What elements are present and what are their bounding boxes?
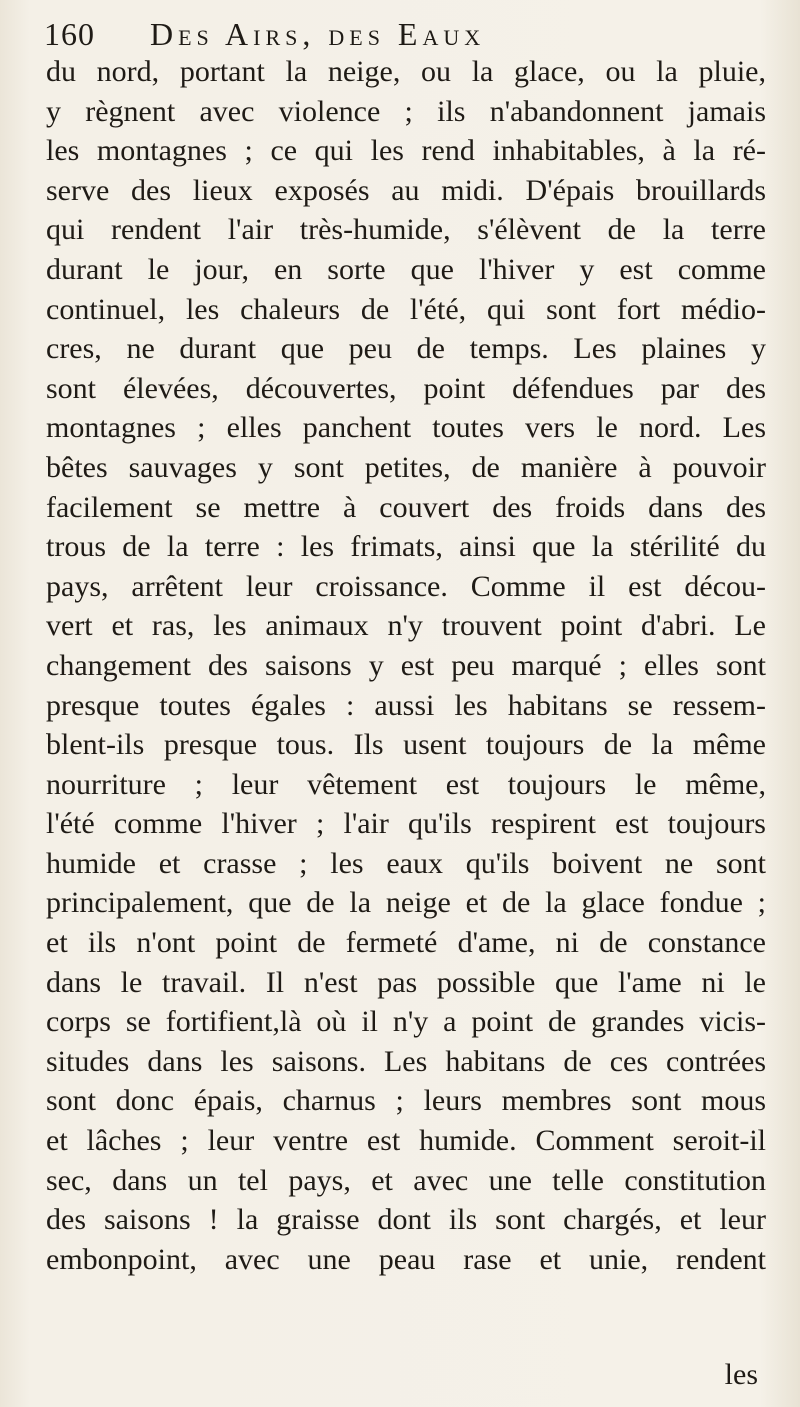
page-header [40,12,760,56]
text-line: du nord, portant la neige, ou la glace, ou la pluie, [46,55,766,88]
text-line: dans le travail. Il n'est pas possible que l'ame ni le [46,965,766,999]
text-line: presque toutes égales : aussi les habitans se ressem- [46,688,766,722]
text-line: y règnent avec violence ; ils n'abandonnent jamais [46,94,766,128]
text-line: les montagnes ; ce qui les rend inhabitables, à la ré- [46,134,766,168]
text-line: cres, ne durant que peu de temps. Les plaines y [46,332,766,366]
text-line: situdes dans les saisons. Les habitans de ces contrées [46,1044,766,1078]
text-line: principalement, que de la neige et de la glace fondue ; [46,886,766,920]
text-line: embonpoint, avec une peau rase et unie, rendent [46,1242,766,1276]
running-title: Des Airs, des Eaux [150,16,486,52]
text-line: facilement se mettre à couvert des froids dans des [46,490,766,524]
text-line: serve des lieux exposés au midi. D'épais brouillards [46,173,766,207]
text-line: continuel, les chaleurs de l'été, qui sont fort médio- [46,292,766,326]
text-line: sec, dans un tel pays, et avec une telle constitution [46,1163,766,1197]
text-line: humide et crasse ; les eaux qu'ils boivent ne sont [46,846,766,880]
text-line: et ils n'ont point de fermeté d'ame, ni de constance [46,926,766,960]
text-line: corps se fortifient,là où il n'y a point de grandes vicis- [46,1005,766,1039]
text-line: et lâches ; leur ventre est humide. Comment seroit-il [46,1124,766,1158]
text-line: sont donc épais, charnus ; leurs membres sont mous [46,1084,766,1118]
text-line: vert et ras, les animaux n'y trouvent point d'abri. Le [46,609,766,643]
text-line: durant le jour, en sorte que l'hiver y est comme [46,252,766,286]
text-line: nourriture ; leur vêtement est toujours le même, [46,767,766,801]
text-line: pays, arrêtent leur croissance. Comme il est décou- [46,569,766,603]
text-line: trous de la terre : les frimats, ainsi que la stérilité du [46,530,766,564]
body-text [46,52,766,1279]
text-line: qui rendent l'air très-humide, s'élèvent de la terre [46,213,766,247]
catchword: les [724,1358,758,1391]
text-line: des saisons ! la graisse dont ils sont chargés, et leur [46,1203,766,1237]
text-line: montagnes ; elles panchent toutes vers le nord. Les [46,411,766,445]
text-line: sont élevées, découvertes, point défendues par des [46,371,766,405]
text-line: changement des saisons y est peu marqué ; elles sont [46,648,766,682]
text-line: blent-ils presque tous. Ils usent toujours de la même [46,728,766,762]
text-line: l'été comme l'hiver ; l'air qu'ils respirent est toujours [46,807,766,841]
page-number: 160 [44,16,95,52]
text-line: bêtes sauvages y sont petites, de manière à pouvoir [46,450,766,484]
